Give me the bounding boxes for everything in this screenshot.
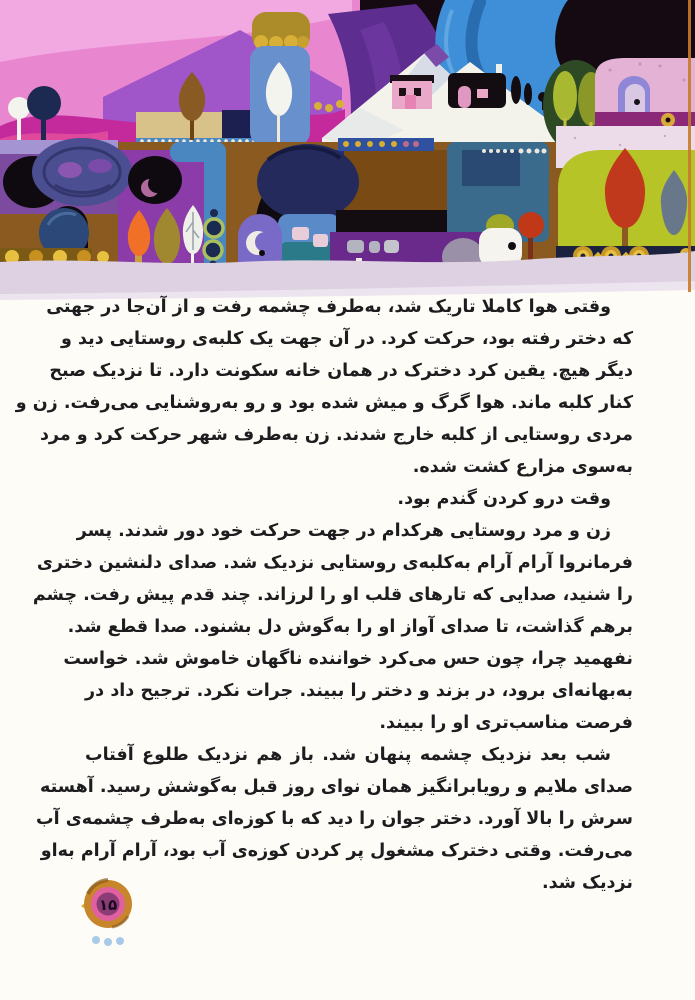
pink-cottage [390,75,434,109]
story-line: که دختر رفته بود، حرکت کرد. در آن جهت یک کلبه‌ی روستایی دید و [61,329,633,349]
story-line: نزدیک شد. [542,873,633,893]
story-line: به‌سوی مزارع کشت شده. [412,457,633,477]
story-line: نفهمید چرا، چون حس می‌کرد خواننده ناگهان خاموش شد. خواست [63,649,633,669]
chartreuse-hill [556,126,695,252]
navy-dome [257,144,359,220]
story-text [15,291,633,899]
story-line: برهم گذاشت، تا صدای آواز او را به‌گوش دل بشنود. صدا قطع شد. [67,617,633,637]
story-line: کنار کلبه ماند. هوا گرگ و میش شده بود و رو به‌روشنایی می‌رفت. زن و [15,393,633,413]
story-line: وقتی هوا کاملا تاریک شد، به‌طرف چشمه رفت و از آن‌جا در جهتی [46,297,611,317]
story-line: فرمانروا آرام آرام به‌کلبه‌ی روستایی نزدیک شد. صدای دلنشین دختری [36,553,633,573]
story-line: وقت درو کردن گندم بود. [397,489,611,509]
purple-arch-house [238,214,282,266]
pink-house [595,58,695,128]
story-line: به‌بهانه‌ای برود، در بزند و دختر را ببیند. جرات نکرد. ترجیح داد در [85,681,633,701]
story-line: سرش را بالا آورد. دختر جوان را دید که با کوزه‌ای به‌طرف چشمه‌ی آب [36,809,633,829]
story-line: مردی روستایی از کلبه خارج شدند. زن به‌طرف شهر حرکت کرد و مرد [39,425,633,445]
page-number: ۱۵ [98,896,118,914]
story-line: می‌رفت. وقتی دخترک مشغول پر کردن کوزه‌ی آب بود، آرام آرام به‌او [40,841,633,861]
story-line: شب بعد نزدیک چشمه پنهان شد. باز هم نزدیک طلوع آفتاب [85,745,611,765]
dotted-blue-strip [338,138,434,151]
story-line: فرصت مناسب‌تری او را ببیند. [379,713,633,733]
story-line: را شنید، صدایی که تارهای قلب او را لرزاند. چند قدم پیش رفت. چشم [32,585,633,605]
story-line: زن و مرد روستایی هرکدام در جهت حرکت خود دور شدند. پسر [76,521,611,541]
black-oval-moon [128,156,182,204]
village-illustration [0,0,695,300]
story-line: صدای ملایم و رویابرانگیز همان نوای روز قبل به‌گوشش رسید. آهسته [40,777,633,797]
page-edge-line [688,0,691,292]
story-line: دیگر هیچ. یقین کرد دخترک در همان خانه سکونت دارد. تا نزدیک صبح [49,361,633,381]
page-number-badge [78,876,140,952]
badge-feet-dots [92,936,124,946]
